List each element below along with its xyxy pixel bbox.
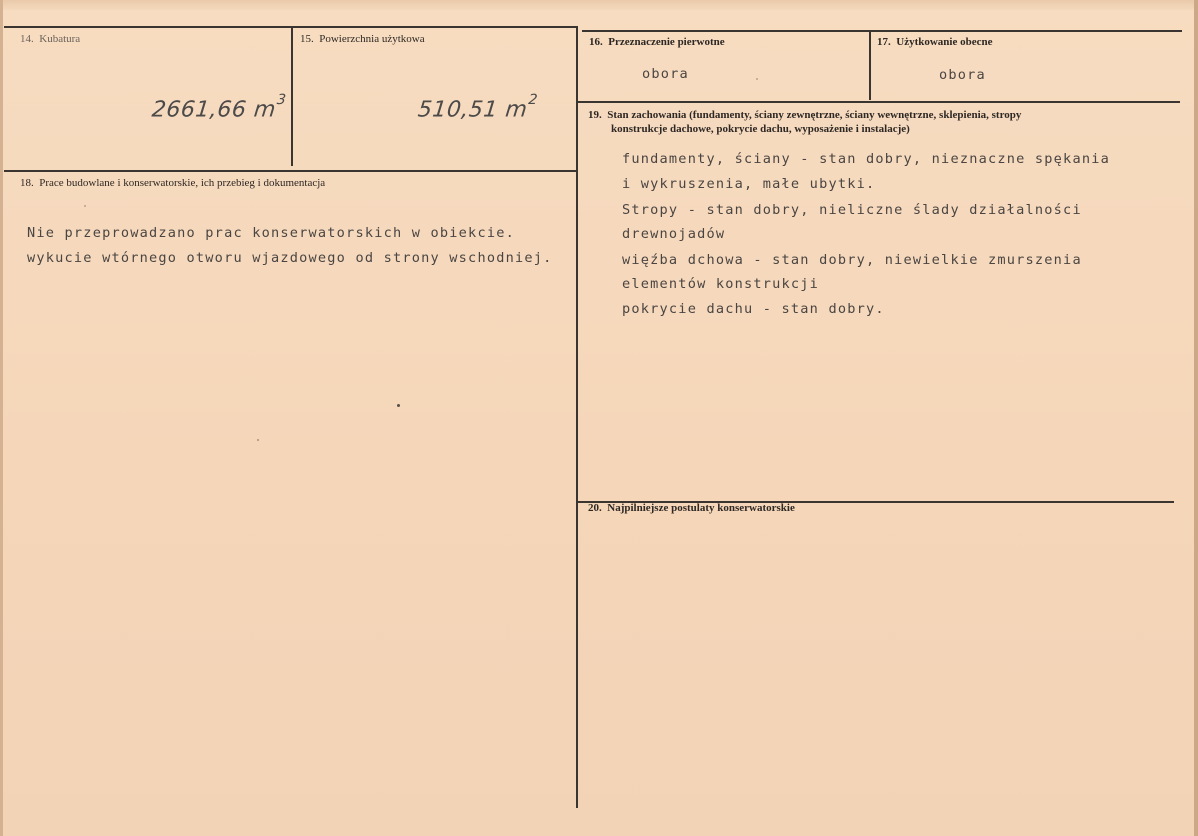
field-14-label: [20, 32, 80, 46]
field-18-title: Prace budowlane i konserwatorskie, ich przebieg i dokumentacja: [39, 177, 326, 189]
field-16-number: 16.: [589, 36, 603, 48]
paper-speck: [397, 404, 400, 407]
rule-top-right: [582, 30, 1182, 32]
field-14-unit: m: [252, 97, 278, 123]
field-19-line-2: i wykruszenia, małe ubytki.: [622, 176, 876, 192]
field-18-line-1: Nie przeprowadzano prac konserwatorskich w obiekcie.: [27, 225, 515, 241]
rule-under-16-17: [578, 101, 1180, 103]
field-17-value: obora: [939, 67, 986, 83]
paper-speck: [257, 439, 259, 441]
field-19-label: [588, 108, 1021, 122]
field-15-title: Powierzchnia użytkowa: [319, 33, 425, 45]
field-20-title: Najpilniejsze postulaty konserwatorskie: [607, 502, 795, 514]
paper-edge-right: [1194, 0, 1198, 836]
field-17-label: [877, 35, 993, 49]
field-19-line-7: pokrycie dachu - stan dobry.: [622, 301, 885, 317]
field-18-number: 18.: [20, 177, 34, 189]
divider-14-15: [291, 26, 293, 166]
field-20-number: 20.: [588, 502, 602, 514]
paper-edge-top: [0, 0, 1198, 10]
field-15-unit-power: 2: [527, 92, 539, 108]
field-14-number-value: 2661,66: [150, 97, 248, 123]
field-19-label-cont: konstrukcje dachowe, pokrycie dachu, wyposażenie i instalacje): [611, 123, 910, 135]
field-19-line-3: Stropy - stan dobry, nieliczne ślady działalności: [622, 202, 1082, 218]
field-17-title: Użytkowanie obecne: [896, 36, 993, 48]
rule-under-14-15: [4, 170, 577, 172]
field-19-line-4: drewnojadów: [622, 226, 726, 242]
field-16-label: [589, 35, 725, 49]
field-20-label: [588, 501, 795, 515]
field-15-number-value: 510,51: [416, 97, 500, 123]
field-14-title: Kubatura: [39, 33, 81, 45]
field-18-label: [20, 176, 325, 190]
field-19-line-1: fundamenty, ściany - stan dobry, nieznaczne spękania: [622, 151, 1110, 167]
paper-speck: [84, 205, 86, 207]
divider-16-17: [869, 30, 871, 100]
paper-speck: [756, 78, 758, 80]
field-14-unit-power: 3: [276, 92, 288, 108]
field-15-unit: m: [504, 97, 529, 123]
paper-edge-left: [0, 0, 3, 836]
field-19-line-6: elementów konstrukcji: [622, 276, 820, 292]
field-19-number: 19.: [588, 109, 602, 121]
field-14-number: 14.: [20, 33, 34, 45]
field-15-label: [300, 32, 425, 46]
field-15-value: [416, 92, 539, 123]
field-16-title: Przeznaczenie pierwotne: [608, 36, 725, 48]
divider-main: [576, 26, 578, 808]
field-19-title-line-1: Stan zachowania (fundamenty, ściany zewnętrzne, ściany wewnętrzne, sklepienia, stropy: [607, 109, 1022, 121]
field-15-number: 15.: [300, 33, 314, 45]
field-14-value: [150, 92, 288, 123]
field-17-number: 17.: [877, 36, 891, 48]
field-19-line-5: więźba dchowa - stan dobry, niewielkie zmurszenia: [622, 252, 1082, 268]
field-16-value: obora: [642, 66, 689, 82]
field-18-line-2: wykucie wtórnego otworu wjazdowego od strony wschodniej.: [27, 250, 553, 266]
